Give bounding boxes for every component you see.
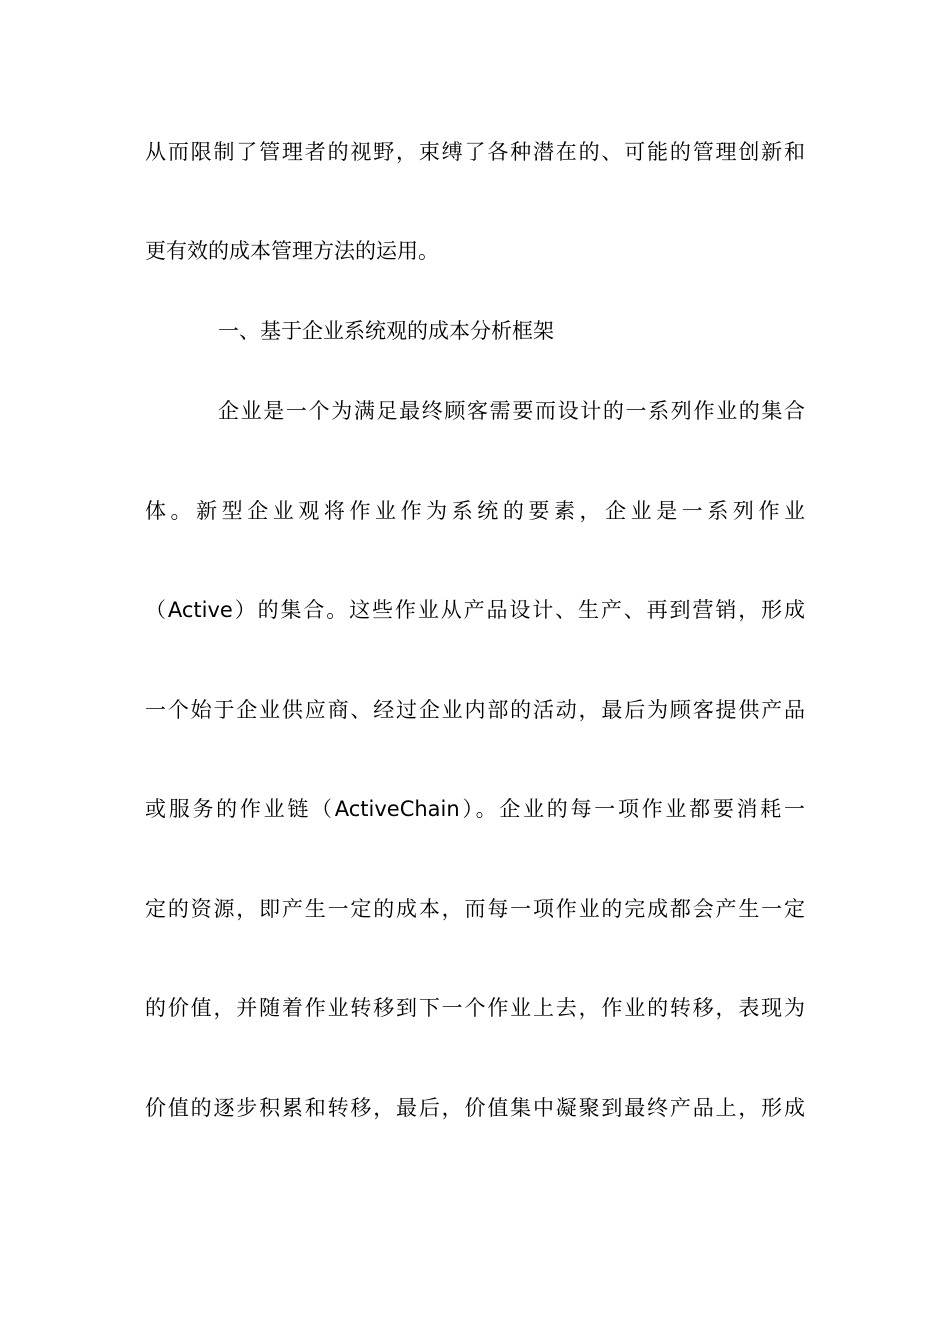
paragraph-line: 更有效的成本管理方法的运用。 [145,239,439,263]
paragraph-line: 体。新型企业观将作业作为系统的要素，企业是一系列作业 [145,499,805,523]
paragraph-line: 价值的逐步积累和转移，最后，价值集中凝聚到最终产品上，形成 [145,1096,805,1120]
paragraph-line: 定的资源，即产生一定的成本，而每一项作业的完成都会产生一定 [145,897,805,921]
paragraph-line: 一个始于企业供应商、经过企业内部的活动，最后为顾客提供产品 [145,698,805,722]
paragraph-line: 或服务的作业链（ActiveChain）。企业的每一项作业都要消耗一 [145,797,805,821]
paragraph-line: （Active）的集合。这些作业从产品设计、生产、再到营销，形成 [145,598,805,622]
paragraph-line: 从而限制了管理者的视野，束缚了各种潜在的、可能的管理创新和 [145,140,805,164]
section-heading: 一、基于企业系统观的成本分析框架 [218,319,554,343]
paragraph-line: 的价值，并随着作业转移到下一个作业上去，作业的转移，表现为 [145,996,805,1020]
paragraph-line: 企业是一个为满足最终顾客需要而设计的一系列作业的集合 [218,399,805,423]
